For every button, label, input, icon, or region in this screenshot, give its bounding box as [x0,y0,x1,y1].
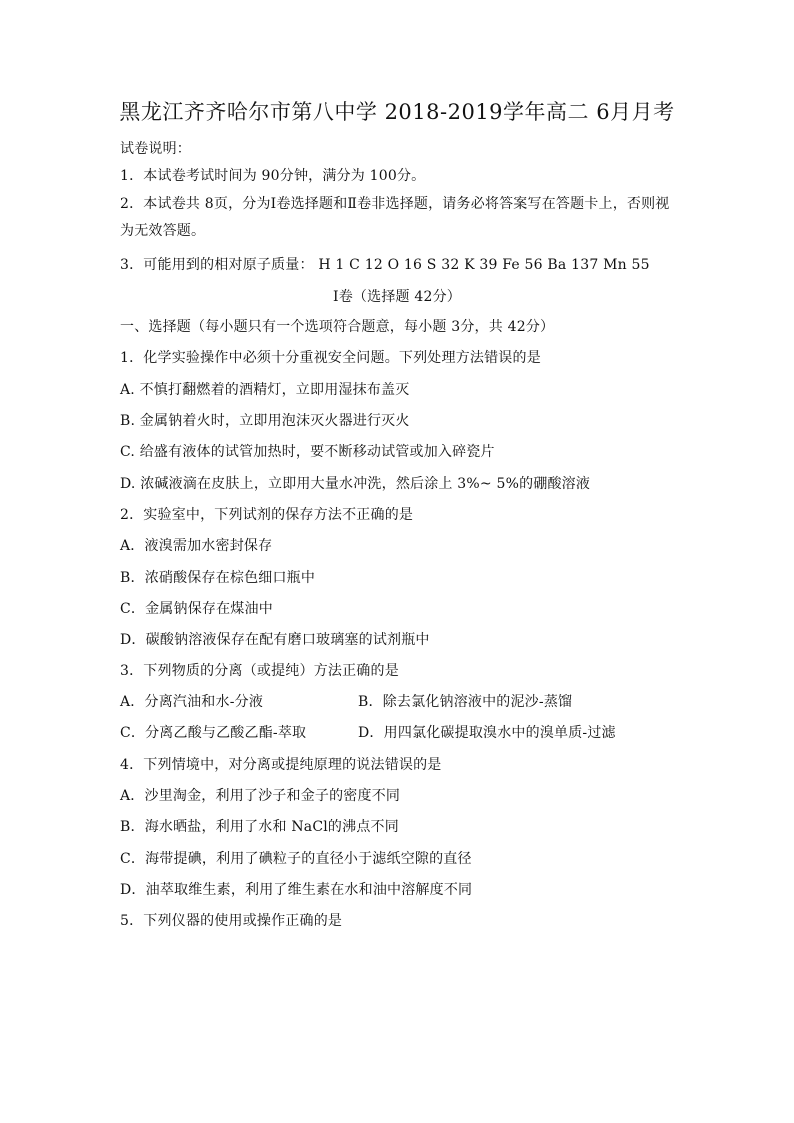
question-4-option-c: C．海带提碘，利用了碘粒子的直径小于滤纸空隙的直径 [120,851,472,867]
document-title: 黑龙江齐齐哈尔市第八中学 2018-2019学年高二 6月月考 [119,100,675,124]
question-1-option-a: A. 不慎打翻燃着的酒精灯，立即用湿抹布盖灭 [120,382,410,398]
part-heading: 一、选择题（每小题只有一个选项符合题意，每小题 3分，共 42分） [120,319,555,335]
question-3-option-c: C．分离乙酸与乙酸乙酯-萃取 [120,725,307,741]
question-2-option-a: A．液溴需加水密封保存 [120,538,273,554]
question-1-stem: 1．化学实验操作中必须十分重视安全问题。下列处理方法错误的是 [120,350,541,366]
instructions-heading: 试卷说明： [120,141,191,157]
question-4-option-a: A．沙里淘金，利用了沙子和金子的密度不同 [120,788,401,804]
instruction-item-1: 1．本试卷考试时间为 90分钟，满分为 100分。 [120,168,426,184]
question-2-option-b: B．浓硝酸保存在棕色细口瓶中 [120,570,316,586]
question-4-stem: 4．下列情境中，对分离或提纯原理的说法错误的是 [120,757,442,773]
question-3-stem: 3．下列物质的分离（或提纯）方法正确的是 [120,663,399,679]
question-1-option-d: D. 浓碱液滴在皮肤上，立即用大量水冲洗，然后涂上 3%~ 5%的硼酸溶液 [120,476,591,492]
instruction-item-3: 3．可能用到的相对原子质量： H 1 C 12 O 16 S 32 K 39 Fe 56 Ba 137 Mn 55 [120,257,650,273]
section-title: Ⅰ卷（选择题 42分） [333,289,461,305]
instruction-item-2-line-1: 2．本试卷共 8页，分为Ⅰ卷选择题和Ⅱ卷非选择题，请务必将答案写在答题卡上，否则视 [120,196,670,212]
question-3-option-b: B．除去氯化钠溶液中的泥沙-蒸馏 [358,694,573,710]
question-5-stem: 5．下列仪器的使用或操作正确的是 [120,913,343,929]
question-3-option-a: A．分离汽油和水-分液 [120,694,264,710]
question-2-stem: 2．实验室中，下列试剂的保存方法不正确的是 [120,507,414,523]
instruction-item-2-line-2: 为无效答题。 [120,223,206,239]
question-2-option-c: C．金属钠保存在煤油中 [120,601,273,617]
question-3-option-d: D．用四氯化碳提取溴水中的溴单质-过滤 [358,725,616,741]
question-4-option-d: D．油萃取维生素，利用了维生素在水和油中溶解度不同 [120,882,473,898]
question-4-option-b: B．海水晒盐，利用了水和 NaCl的沸点不同 [120,819,399,835]
question-1-option-c: C. 给盛有液体的试管加热时，要不断移动试管或加入碎瓷片 [120,444,495,460]
question-1-option-b: B. 金属钠着火时，立即用泡沫灭火器进行灭火 [120,413,410,429]
question-2-option-d: D．碳酸钠溶液保存在配有磨口玻璃塞的试剂瓶中 [120,632,430,648]
